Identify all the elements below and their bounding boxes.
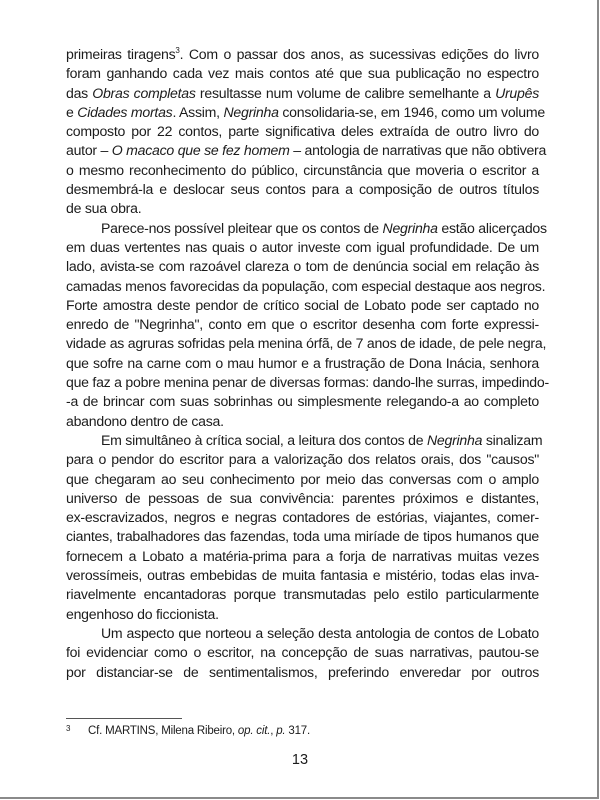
text-run: resultasse num volume de calibre semelhante a	[195, 84, 496, 101]
text-line	[66, 199, 539, 218]
text-run: composto por 22 contos, parte significativa deles extraída de outro livro do	[66, 123, 539, 140]
text-line	[66, 566, 539, 585]
italic-title: Obras completas	[92, 84, 196, 101]
text-run: e	[66, 103, 78, 120]
text-line	[66, 663, 539, 682]
text-run: verossímeis, outras embebidas de muita fantasia e mistério, todas elas inva-	[66, 567, 539, 584]
text-run: Um aspecto que norteou a seleção desta antologia de contos de Lobato	[101, 624, 539, 641]
footnote-reference: 3	[175, 46, 180, 55]
text-line	[66, 180, 539, 199]
text-run: sinalizam	[482, 431, 543, 448]
text-run: ciantes, trabalhadores das fazendas, toda uma miríade de tipos humanos que	[66, 528, 539, 545]
text-run: que chegaram ao seu conhecimento por meio das conversas com o amplo	[66, 470, 539, 487]
text-run: riavelmente encantadoras porque transmutadas pelo estilo particularmente	[66, 586, 539, 603]
italic-title: Urupês	[495, 84, 539, 101]
text-run: desmembrá-la e deslocar seus contos para a composição de outros títulos	[66, 181, 539, 198]
text-line	[66, 161, 539, 180]
italic-title: Cidades mortas	[77, 103, 173, 120]
footnote-rule	[66, 718, 182, 719]
text-line	[66, 470, 539, 489]
text-run: . Com o passar dos anos, as sucessivas edições do livro	[179, 46, 540, 62]
text-run: autor –	[66, 142, 112, 159]
text-run: fornecem a Lobato a matéria-prima para a forja de narrativas muitas vezes	[66, 547, 539, 564]
text-line	[66, 431, 543, 450]
text-run: o mesmo reconhecimento do público, circunstância que moveria o escritor a	[66, 161, 539, 178]
footnote-page-abbrev: p.	[276, 725, 286, 737]
text-line	[66, 64, 539, 83]
text-run: foi evidenciar como o escritor, na concepção de suas narrativas, pautou-se	[66, 644, 539, 661]
text-line	[66, 585, 539, 604]
text-line	[66, 624, 539, 643]
text-run: . Assim,	[172, 103, 224, 120]
text-run: que faz a pobre menina penar de diversas formas: dando-lhe surras, impedindo-	[66, 374, 549, 391]
text-run: lado, avista-se com razoável clareza o tom de denúncia social em relação às	[66, 258, 539, 275]
text-line	[66, 219, 547, 238]
text-line	[66, 392, 539, 411]
text-line	[66, 489, 539, 508]
text-run: engenhoso do ficcionista.	[66, 605, 219, 622]
text-line	[66, 84, 539, 103]
text-run: vidade as agruras sofridas pela menina órfã, de 7 anos de idade, de pele negra,	[66, 335, 547, 352]
body-text	[66, 45, 549, 682]
page-number: 13	[291, 752, 309, 768]
text-run: ex-escravizados, negros e negras contadores de estórias, viajantes, comer-	[66, 509, 539, 526]
text-run: consolidaria-se, em 1946, como um volume	[278, 103, 545, 120]
text-line	[66, 605, 539, 624]
text-line	[66, 277, 546, 296]
footnote-italic: op. cit.	[237, 725, 271, 737]
italic-title: Negrinha	[426, 431, 483, 448]
text-line	[66, 45, 539, 64]
italic-title: Negrinha	[223, 103, 279, 120]
text-line	[66, 527, 539, 546]
text-line	[66, 315, 539, 334]
text-line	[66, 412, 539, 431]
footnote-separator: ,	[270, 725, 277, 737]
text-line	[66, 257, 539, 276]
text-run: estão alicerçados	[437, 219, 547, 236]
text-run: enredo de "Negrinha", conto em que o escritor desenha com forte expressi-	[66, 316, 539, 333]
text-run: abandono dentro de casa.	[66, 412, 224, 429]
footnote-text: Cf. MARTINS, Milena Ribeiro,	[88, 725, 238, 737]
text-line	[66, 643, 539, 662]
text-line	[66, 450, 539, 469]
text-line	[66, 354, 539, 373]
text-run: das	[66, 84, 93, 101]
text-line	[66, 103, 545, 122]
text-run: universo de pessoas de sua convivência: parentes próximos e distantes,	[66, 489, 539, 506]
text-run: primeiras tiragens	[66, 46, 176, 62]
text-run: Parece-nos possível pleitear que os contos de	[101, 219, 383, 236]
text-line	[66, 334, 547, 353]
text-run: camadas menos favorecidas da população, com especial destaque aos negros.	[66, 277, 546, 294]
text-run: por distanciar-se de sentimentalismos, preferindo enveredar por outros	[66, 663, 539, 680]
footnote-number: 3	[66, 724, 71, 733]
text-run: Forte amostra deste pendor de crítico social de Lobato pode ser captado no	[66, 296, 539, 313]
text-line	[66, 508, 539, 527]
text-line	[66, 547, 539, 566]
text-run: de sua obra.	[66, 200, 142, 217]
italic-title: O macaco que se fez homem	[111, 142, 290, 159]
text-line	[66, 296, 539, 315]
text-run: -a de brincar com suas sobrinhas ou simplesmente relegando-a ao completo	[66, 393, 539, 410]
footnote-page: 317.	[285, 725, 310, 737]
text-line	[66, 122, 539, 141]
text-run: em duas vertentes nas quais o autor investe com igual profundidade. De um	[66, 238, 539, 255]
italic-title: Negrinha	[382, 219, 438, 236]
footnote	[66, 721, 310, 739]
text-run: Em simultâneo à crítica social, a leitura dos contos de	[101, 431, 427, 448]
text-run: – antologia de narrativas que não obtivera	[289, 142, 547, 159]
text-run: que sofre na carne com o mau humor e a frustração de Dona Inácia, senhora	[66, 354, 539, 371]
text-run: foram ganhando cada vez mais contos até que sua publicação no espectro	[66, 65, 539, 82]
text-line	[66, 373, 549, 392]
text-run: para o pendor do escritor para a valorização dos relatos orais, dos "causos"	[66, 451, 539, 468]
text-line	[66, 141, 547, 160]
text-line	[66, 238, 539, 257]
